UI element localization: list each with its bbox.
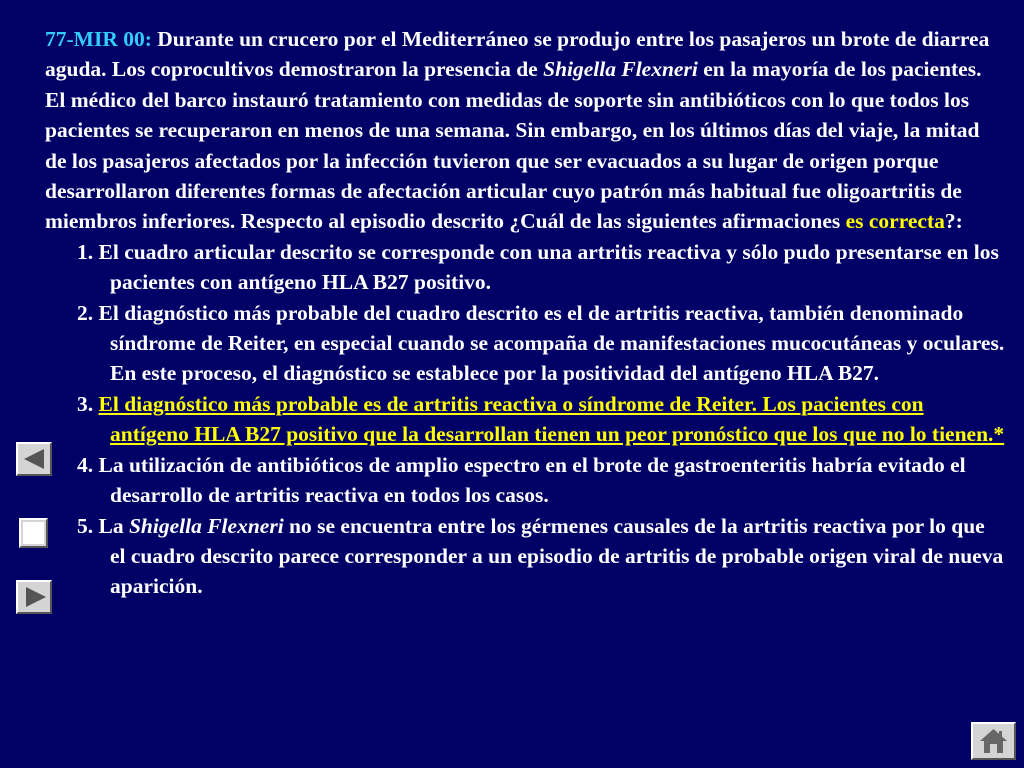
stem-organism: Shigella Flexneri (543, 57, 698, 82)
stem-text-1: Durante un crucero por el Mediterráneo se produjo entre los pasajeros un brote de diarrea aguda. Los coprocultivos demostraron la presencia de (45, 27, 990, 82)
option-5-organism: Shigella Flexneri (128, 513, 284, 538)
question-id: 77-MIR 00: (45, 27, 152, 51)
option-4 (45, 450, 1005, 511)
house-icon (973, 724, 1014, 758)
option-3-text-correct: El diagnóstico más probable es de artritis reactiva o síndrome de Reiter. Los pacientes con antígeno HLA B27 positivo que la desarrollan tienen un peor pronóstico que los que no lo tienen.* (98, 391, 1005, 447)
option-1-number: 1. (77, 239, 94, 264)
stem-text-2: en la mayoría de los pacientes. El médico del barco instauró tratamiento con medidas de soporte sin antibióticos con lo que todos los pacientes se recuperaron en menos de una semana. Sin embargo, en los últimos días del viaje, la mitad de los pasajeros afectados por la infección tuvieron que ser evacuados a su lugar de origen porque desarrollaron diferentes formas de afectación articular cuyo patrón más habitual fue oligoartritis de miembros inferiores. Respecto al episodio descrito ¿Cuál de las siguientes afirmaciones (45, 57, 982, 234)
option-4-text: La utilización de antibióticos de amplio espectro en el brote de gastroenteritis habría evitado el desarrollo de artritis reactiva en todos los casos. (93, 452, 966, 508)
previous-slide-button[interactable] (16, 442, 52, 476)
stop-button[interactable] (19, 518, 48, 548)
option-1-text: El cuadro articular descrito se corresponde con una artritis reactiva y sólo pudo presentarse en los pacientes con antígeno HLA B27 positivo. (93, 239, 999, 295)
stem-end: ?: (944, 209, 963, 234)
option-2-number: 2. (77, 300, 94, 325)
option-4-number: 4. (77, 452, 94, 477)
option-3-number: 3. (77, 391, 94, 416)
left-triangle-icon (18, 444, 50, 474)
option-2 (45, 298, 1005, 389)
option-5-number: 5. (77, 513, 94, 538)
option-5-text-pre: La (93, 513, 129, 538)
slide-content (45, 24, 1005, 602)
square-icon (21, 520, 46, 546)
home-button[interactable] (971, 722, 1016, 760)
option-2-text: El diagnóstico más probable del cuadro descrito es el de artritis reactiva, también denominado síndrome de Reiter, en especial cuando se acompaña de manifestaciones mucocutáneas y oculares. En este proceso, el diagnóstico se establece por la positividad del antígeno HLA B27. (93, 300, 1005, 386)
right-triangle-icon (18, 582, 50, 612)
option-5 (45, 511, 1005, 602)
stem-highlight: es correcta (845, 209, 945, 234)
question-stem (45, 24, 1005, 237)
option-5-text-post: no se encuentra entre los gérmenes causales de la artritis reactiva por lo que el cuadro descrito parece corresponder a un episodio de artritis de probable origen viral de nueva aparición. (110, 513, 1004, 599)
next-slide-button[interactable] (16, 580, 52, 614)
option-1 (45, 237, 1005, 298)
option-3 (45, 389, 1005, 450)
